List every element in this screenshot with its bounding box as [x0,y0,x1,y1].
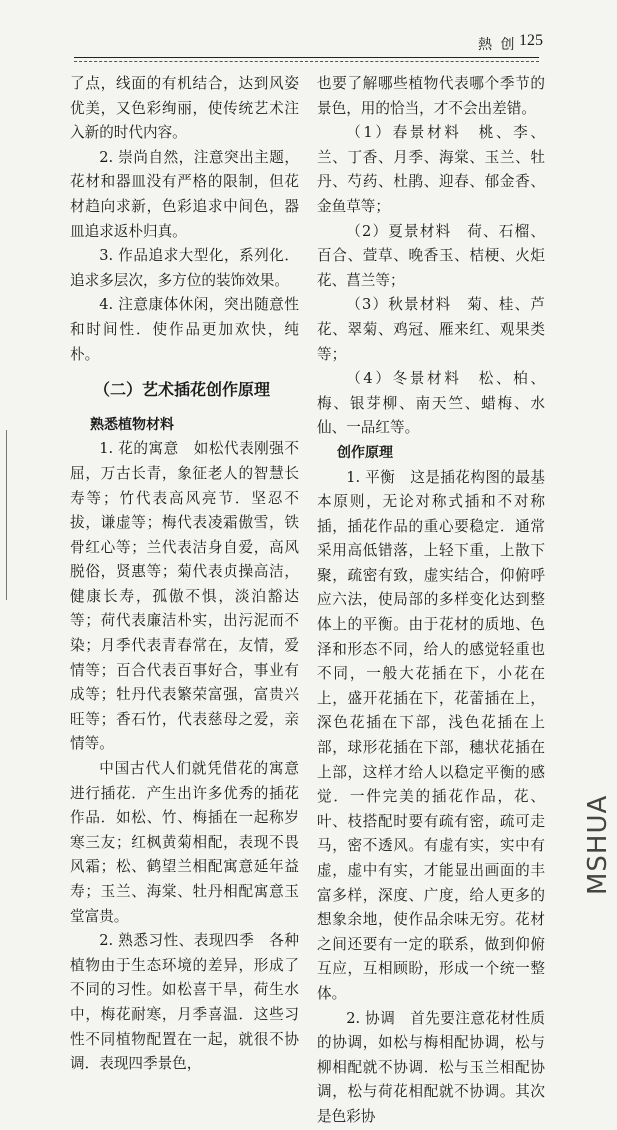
running-title: 熱 创 [478,37,517,53]
paragraph: （1）春景材料 桃、李、兰、丁香、月季、海棠、玉兰、牡丹、芍药、杜鹃、迎春、郁金香、金鱼草等； [317,124,545,215]
paragraph: 2. 熟悉习性、表现四季 各种植物由于生态环境的差异，形成了不同的习性。如松喜干旱，荷生水中，梅花耐寒，月季喜温．这些习性不同植物配置在一起，就很不协调．表现四季景色， [70,932,299,1073]
paragraph: 2. 崇尚自然，注意突出主题，花材和器皿没有严格的限制，但花材趋向求新，色彩追求中间色，器皿追求返朴归真。 [70,148,299,240]
paragraph: 1. 花的寓意 如松代表刚强不屈，万古长青，象征老人的智慧长寿等；竹代表高风亮节．坚忍不拔，谦虚等；梅代表凌霜傲雪，铁骨红心等；兰代表洁身自爱，高风脱俗，贤惠等；菊代表贞操高洁，健康长寿，孤傲不惧，淡泊豁达等；荷代表廉洁朴实，出污泥而不染；月季代表青春常在，友情，爱情等；百合代表百事好合，事业有成等；牡丹代表繁荣富强，富贵兴旺等；香石竹，代表慈母之爱，亲情等。 [70,440,299,753]
left-column [70,72,299,1077]
subheading: 熟悉植物材料 [90,416,174,433]
paragraph: （2）夏景材料 荷、石榴、百合、萱草、晚香玉、桔梗、火炬花、菖兰等； [317,222,545,289]
page-header [0,0,617,62]
page-number: 125 [519,32,543,49]
scan-artifact-line [6,430,7,600]
header-rule-dashed [74,61,539,62]
paragraph: 2. 协调 首先要注意花材性质的协调，如松与梅相配协调，松与柳相配就不协调．松与玉兰相配协调，松与荷花相配就不协调。其次是色彩协 [317,1009,545,1125]
paragraph: （4）冬景材料 松、柏、梅、银芽柳、南天竺、蜡梅、水仙、一品红等。 [317,370,545,437]
paragraph: 4. 注意康体休闲，突出随意性和时间性．使作品更加欢快，纯朴。 [70,296,299,363]
paragraph: 了点，线面的有机结合，达到风姿优美，又色彩绚丽，使传统艺术注入新的时代内容。 [70,75,299,142]
watermark: MSHUA [583,794,613,895]
paragraph: 1. 平衡 这是插花构图的最基本原则，无论对称式插和不对称插，插花作品的重心要稳定．通常采用高低错落，上轻下重，上散下聚，疏密有致，虚实结合，仰俯呼应六法，使局部的多样变化达到整体上的平衡。由于花材的质地、色泽和形态不同，给人的感觉轻重也不同，一般大花插在下，小花在上，盛开花插在下，花蕾插在上，深色花插在下部，浅色花插在上部，球形花插在下部，穗状花插在上部，这样才给人以稳定平衡的感觉．一件完美的插花作品，花、叶、枝搭配时要有疏有密，疏可走马，密不透风。有虚有实，实中有虚，虚中有实，才能显出画面的丰富多样，深度、广度，给人更多的想象余地，使作品余味无穷。花材之间还要有一定的联系，做到仰俯互应，互相顾盼，形成一个统一整体。 [317,468,545,1002]
paragraph: 中国古代人们就凭借花的寓意进行插花．产生出许多优秀的插花作品．如松、竹、梅插在一起称岁寒三友；红枫黄菊相配，表现不畏风霜；松、鹤望兰相配寓意延年益寿；玉兰、海棠、牡丹相配寓意玉堂富贵。 [70,760,299,925]
section-title: （二）艺术插花创作原理 [94,380,271,400]
paragraph: （3）秋景材料 菊、桂、芦花、翠菊、鸡冠、雁来红、观果类等； [317,296,545,363]
header-rule [74,57,539,58]
subheading: 创作原理 [337,444,393,461]
right-column [317,72,545,1130]
paragraph: 也要了解哪些植物代表哪个季节的景色，用的恰当，才不会出差错。 [317,75,545,117]
paragraph: 3. 作品追求大型化，系列化．追求多层次，多方位的装饰效果。 [70,247,299,289]
